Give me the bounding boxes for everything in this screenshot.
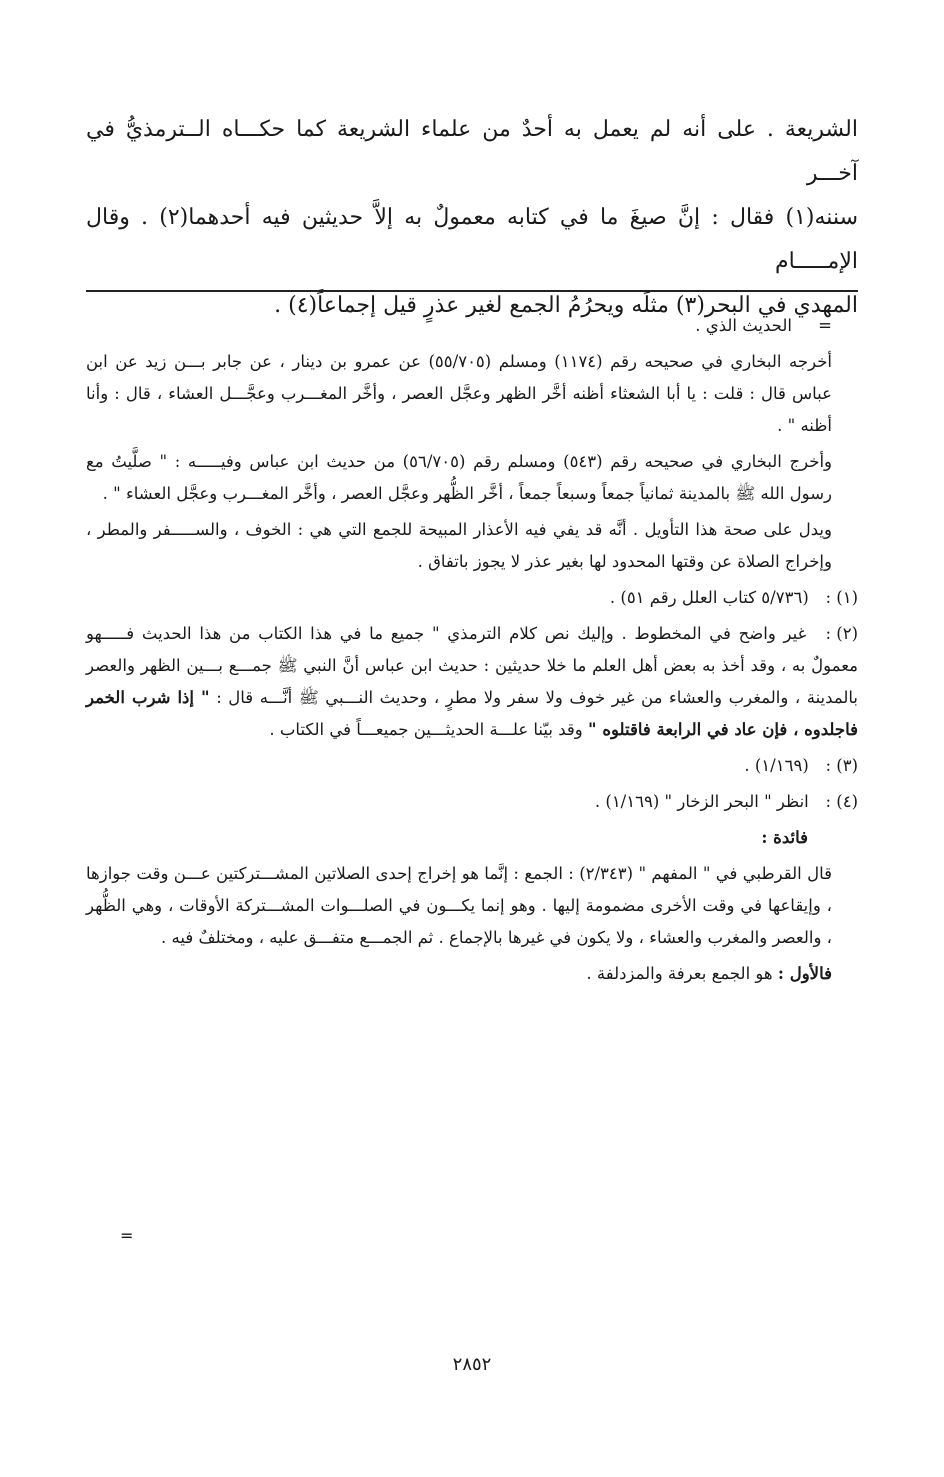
faida-bold-label: فالأول : — [777, 964, 832, 983]
footnote-2 — [86, 618, 858, 746]
faida-heading: فائدة : — [761, 828, 808, 847]
footnote-paragraph: وأخرج البخاري في صحيحه رقم (٥٤٣) ومسلم رقم (٥٦/٧٠٥) من حديث ابن عباس وفيـــــه : " صلَّيتُ مع رسول الله ﷺ بالمدينة ثمانياً جمعاً وسبعاً جمعاً ، أخَّر الظُّهر وعجَّل العصر ، وأخَّر المغـــرب وعجَّل العشاء " . — [86, 452, 832, 503]
footnote-4 — [86, 786, 858, 818]
page-number: ٢٨٥٢ — [452, 1354, 492, 1375]
faida-paragraph-2 — [86, 958, 858, 990]
footnote-3 — [86, 750, 858, 782]
footnotes-section — [86, 310, 858, 994]
footnote-text: انظر " البحر الزخار " (١/١٦٩) . — [594, 792, 809, 811]
footnote-text: (١/١٦٩) . — [744, 756, 809, 775]
main-text-line: سننه(١) فقال : إنَّ صيغَ ما في كتابه معمولٌ به إلاَّ حديثين فيه أحدهما(٢) . وقال الإمـــــام — [86, 205, 859, 274]
continuation-text: الحديث الذي . — [695, 316, 792, 335]
footnote-number: (٣) : — [825, 756, 858, 775]
main-text-block — [86, 108, 858, 328]
footnote-number: (٤) : — [825, 792, 858, 811]
footnote-number: (١) : — [825, 588, 858, 607]
footnote-number: (٢) : — [825, 624, 859, 643]
faida-paragraph: قال القرطبي في " المفهم " (٢/٣٤٣) : الجمع : إنَّما هو إخراج إحدى الصلاتين المشـــتركتين عـــن وقت جوازها ، وإيقاعها في وقت الأخرى مضمومة إليها . وهو إنما يكـــون في الصلـــوات المشـــتركة الأوقات ، وهي الظُّهر ، والعصر والمغرب والعشاء ، ولا يكون في غيرها بالإجماع . ثم الجمـــع متفـــق عليه ، ومختلفٌ فيه . — [86, 864, 832, 947]
footnote-bold-quote: " إذا شرب الخمر فاجلدوه ، فإن عاد في الرابعة فاقتلوه " — [86, 688, 858, 739]
main-text-line: الشريعة . على أنه لم يعمل به أحدٌ من علماء الشريعة كما حكـــاه الــترمذيُّ في آخـــر — [86, 117, 858, 186]
continuation-mark: = — [818, 316, 832, 335]
footnote-1 — [86, 582, 858, 614]
continuation-end-mark: = — [120, 1226, 134, 1245]
faida-text: هو الجمع بعرفة والمزدلفة . — [586, 964, 773, 983]
footnote-paragraph: أخرجه البخاري في صحيحه رقم (١١٧٤) ومسلم (٥٥/٧٠٥) عن عمرو بن دينار ، عن جابر بـــن زيد عن ابن عباس قال : قلت : يا أبا الشعثاء أظنه أخَّر الظهر وعجَّل العصر ، وأخَّر المغـــرب وعجَّـــل العشاء ، قال : وأنا أظنه " . — [86, 352, 832, 435]
main-text-line: المهدي في البحر(٣) مثلَه ويحرُمُ الجمع لغير عذرٍ قيل إجماعاً(٤) . — [274, 293, 858, 318]
footnote-text: وقد بيّنا علـــة الحديثـــين جميعـــاً في الكتاب . — [269, 720, 583, 739]
footnote-text: (٥/٧٣٦ كتاب العلل رقم ٥١) . — [609, 588, 809, 607]
footnote-continuation — [86, 310, 858, 342]
footnote-paragraph: ويدل على صحة هذا التأويل . أنَّه قد يفي فيه الأعذار المبيحة للجمع التي هي : الخوف ، والســـــفر والمطر ، وإخراج الصلاة عن وقتها المحدود لها بغير عذر لا يجوز باتفاق . — [86, 520, 832, 571]
footnote-separator-line — [86, 290, 858, 292]
footnote-text: غير واضح في المخطوط . وإليك نص كلام الترمذي " جميع ما في هذا الكتاب من هذا الحديث فـــــهو معمولٌ به ، وقد أخذ به بعض أهل العلم ما خلا حديثين : حديث ابن عباس أنَّ النبي ﷺ جمـــع بـــين الظهر والعصر بالمدينة ، والمغرب والعشاء من غير خوف ولا سفر ولا مطرٍ ، وحديث النـــبي ﷺ أنَّـــه قال : — [86, 624, 859, 707]
